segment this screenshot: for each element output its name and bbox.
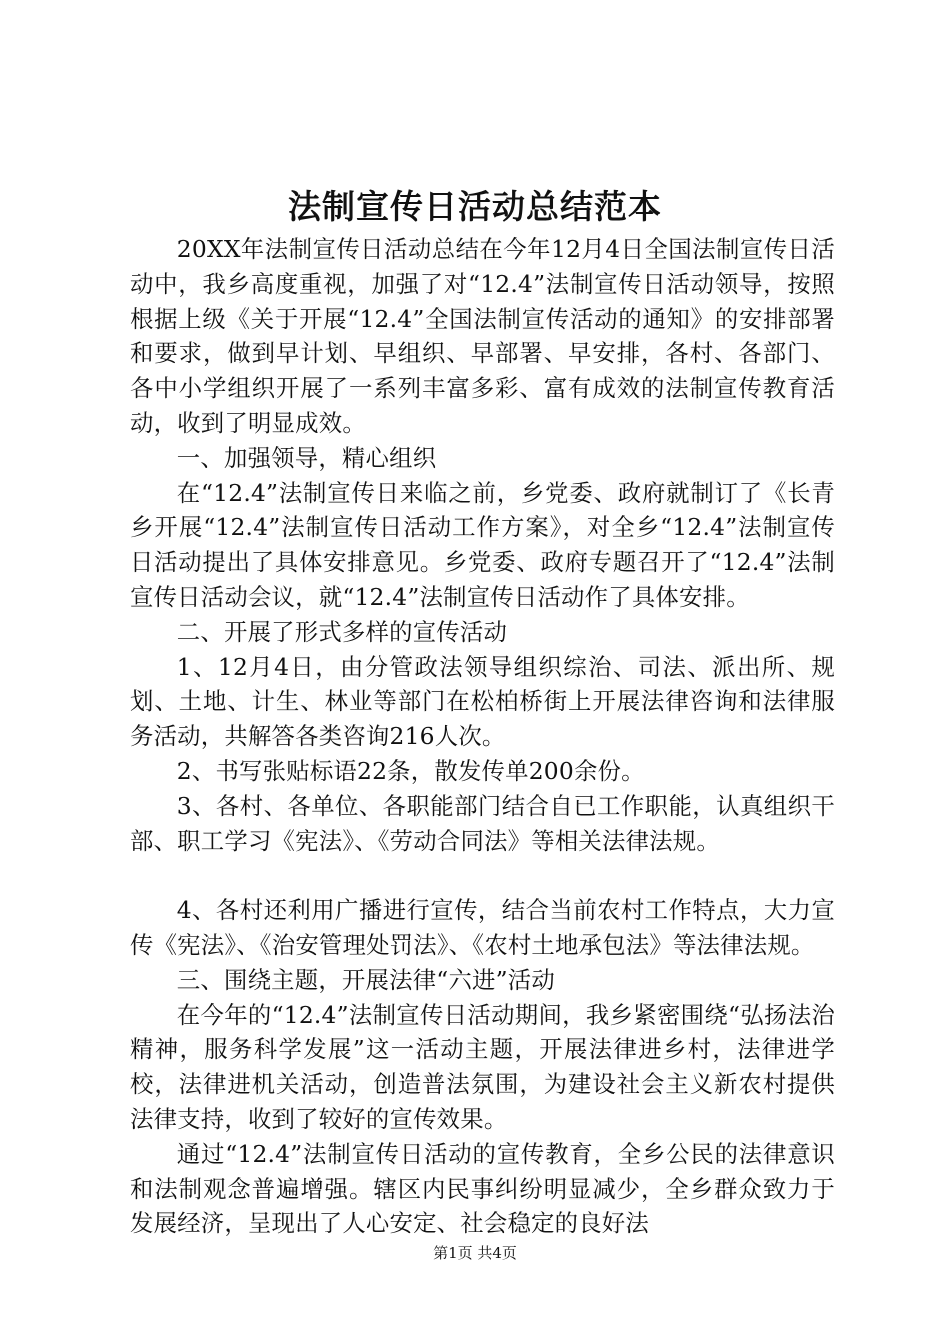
intro-paragraph: 20XX年法制宣传日活动总结在今年12月4日全国法制宣传日活动中，我乡高度重视，加强了对“12.4”法制宣传日活动领导，按照根据上级《关于开展“12.4”全国法制宣传活动的通知》的安排部署和要求，做到早计划、早组织、早部署、早安排，各村、各部门、各中小学组织开展了一系列丰富多彩、富有成效的法制宣传教育活动，收到了明显成效。 (130, 235, 835, 437)
list-item-4: 4、各村还利用广播进行宣传，结合当前农村工作特点，大力宣传《宪法》、《治安管理处罚法》、《农村土地承包法》等法律法规。 (130, 896, 835, 959)
document-body (130, 232, 835, 1241)
section-heading-2: 二、开展了形式多样的宣传活动 (176, 617, 508, 646)
section-heading-3: 三、围绕主题，开展法律“六进”活动 (176, 965, 555, 994)
blank-line (130, 858, 835, 893)
section-heading-1: 一、加强领导，精心组织 (176, 443, 437, 472)
section-3-paragraph: 在今年的“12.4”法制宣传日活动期间，我乡紧密围绕“弘扬法治精神，服务科学发展”这一活动主题，开展法律进乡村，法律进学校，法律进机关活动，创造普法氛围，为建设社会主义新农村提供法律支持，收到了较好的宣传效果。 (130, 1000, 835, 1133)
document-title: 法制宣传日活动总结范本 (288, 187, 662, 226)
list-item-2: 2、书写张贴标语22条，散发传单200余份。 (176, 756, 645, 785)
list-item-3: 3、各村、各单位、各职能部门结合自已工作职能，认真组织干部、职工学习《宪法》、《劳动合同法》等相关法律法规。 (130, 791, 835, 855)
section-1-paragraph: 在“12.4”法制宣传日来临之前，乡党委、政府就制订了《长青乡开展“12.4”法制宣传日活动工作方案》，对全乡“12.4”法制宣传日活动提出了具体安排意见。乡党委、政府专题召开了“12.4”法制宣传日活动会议，就“12.4”法制宣传日活动作了具体安排。 (130, 478, 835, 611)
list-item-1: 1、12月4日，由分管政法领导组织综治、司法、派出所、规划、土地、计生、林业等部门在松柏桥街上开展法律咨询和法律服务活动，共解答各类咨询216人次。 (130, 652, 835, 751)
page-number-footer: 第1页 共4页 (433, 1244, 517, 1262)
closing-paragraph: 通过“12.4”法制宣传日活动的宣传教育，全乡公民的法律意识和法制观念普遍增强。辖区内民事纠纷明显减少，全乡群众致力于发展经济，呈现出了人心安定、社会稳定的良好法 (130, 1139, 835, 1238)
